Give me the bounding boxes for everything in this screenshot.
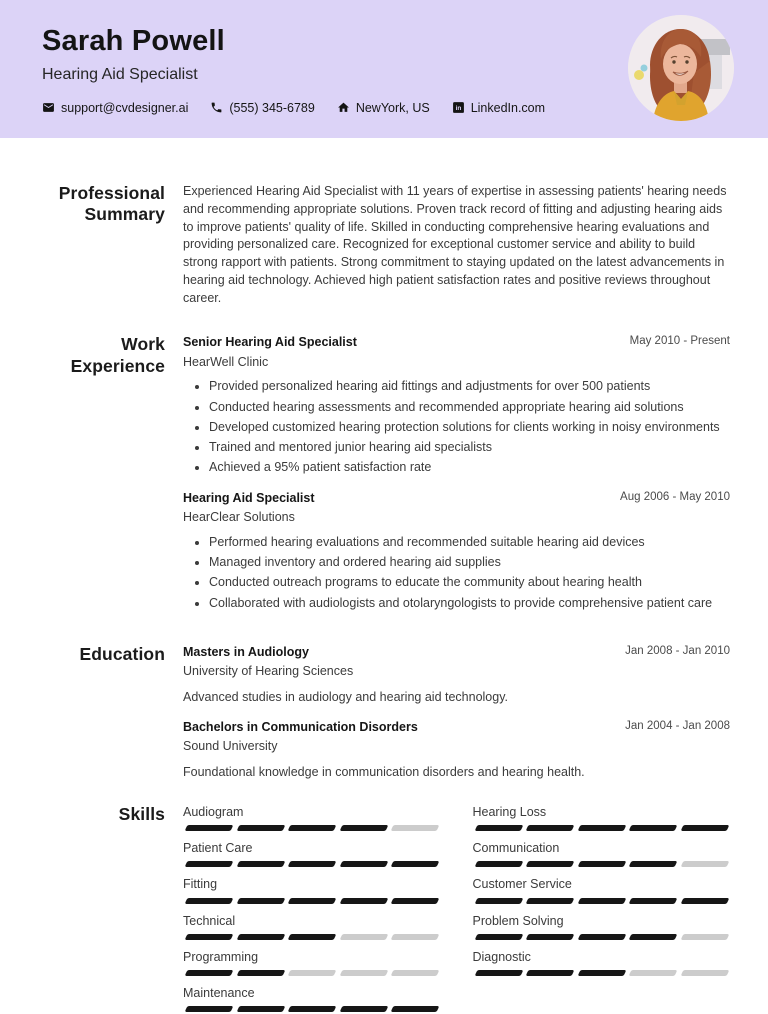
contact-phone-text: (555) 345-6789: [229, 100, 315, 115]
skill-bar-segment: [236, 970, 284, 976]
skill-bar-segment: [680, 861, 728, 867]
skill-level-bar: [473, 825, 731, 831]
job-bullet-list: [183, 534, 730, 612]
degree-title: Masters in Audiology: [183, 644, 309, 659]
skill-level-bar: [183, 1006, 441, 1012]
skill-bar-segment: [629, 898, 677, 904]
job-entry: [183, 334, 730, 476]
skill-level-bar: [473, 934, 731, 940]
skill-bar-segment: [391, 861, 439, 867]
svg-text:in: in: [455, 105, 462, 113]
skill-item: [183, 804, 441, 831]
skill-bar-segment: [680, 934, 728, 940]
skill-bar-segment: [474, 970, 522, 976]
job-title-text: Hearing Aid Specialist: [183, 490, 315, 505]
email-icon: [42, 101, 55, 114]
skill-name: Audiogram: [183, 804, 244, 819]
job-company: HearWell Clinic: [183, 354, 269, 369]
skill-name: Diagnostic: [472, 949, 531, 964]
contact-phone[interactable]: [210, 101, 314, 115]
skill-bar-segment: [288, 861, 336, 867]
skill-name: Problem Solving: [472, 913, 564, 928]
skill-bar-segment: [577, 825, 625, 831]
job-bullet: • Developed customized hearing protection solutions for clients working in noisy environments: [209, 419, 730, 436]
section-label-line: Education: [79, 643, 165, 664]
home-icon: [337, 101, 350, 114]
skill-bar-segment: [474, 898, 522, 904]
skill-bar-segment: [236, 825, 284, 831]
school-name: University of Hearing Sciences: [183, 664, 354, 678]
section-education: [0, 644, 730, 781]
section-label-line: Skills: [118, 803, 165, 824]
skill-item: [473, 913, 731, 940]
skill-bar-segment: [339, 1006, 387, 1012]
skill-bar-segment: [577, 861, 625, 867]
person-job-title: Hearing Aid Specialist: [42, 65, 198, 83]
skill-name: Hearing Loss: [472, 804, 547, 819]
section-label-skills: [0, 804, 165, 1014]
education-dates: Jan 2004 - Jan 2008: [625, 719, 730, 732]
skills-column-right: [473, 804, 731, 1014]
skill-bar-segment: [629, 934, 677, 940]
skill-bar-segment: [185, 1006, 233, 1012]
skill-bar-segment: [288, 898, 336, 904]
education-description: Advanced studies in audiology and hearing aid technology.: [183, 689, 508, 704]
job-bullet: • Conducted hearing assessments and recommended appropriate hearing aid solutions: [209, 399, 730, 416]
skill-bar-segment: [185, 970, 233, 976]
skill-bar-segment: [680, 970, 728, 976]
contact-email[interactable]: [42, 101, 188, 115]
job-bullet: • Conducted outreach programs to educate the community about hearing health: [209, 574, 730, 591]
skill-item: [473, 876, 731, 903]
skill-level-bar: [183, 825, 441, 831]
skill-item: [183, 949, 441, 976]
section-label-line: Experience: [70, 355, 165, 376]
skill-bar-segment: [526, 861, 574, 867]
skill-level-bar: [183, 861, 441, 867]
skill-name: Customer Service: [472, 877, 572, 892]
avatar-portrait-illustration: [628, 15, 734, 121]
skill-bar-segment: [288, 1006, 336, 1012]
skill-bar-segment: [526, 898, 574, 904]
skill-level-bar: [183, 934, 441, 940]
skill-item: [473, 804, 731, 831]
skill-bar-segment: [339, 825, 387, 831]
resume-body: [0, 138, 768, 1014]
skill-bar-segment: [680, 898, 728, 904]
skill-bar-segment: [236, 934, 284, 940]
skill-item: [473, 949, 731, 976]
contact-linkedin-text: LinkedIn.com: [470, 100, 546, 115]
skill-bar-segment: [236, 1006, 284, 1012]
linkedin-icon: [452, 101, 465, 114]
section-label-professional-summary: [0, 183, 165, 307]
school-name: Sound University: [183, 739, 278, 753]
job-dates: Aug 2006 - May 2010: [620, 490, 730, 503]
skill-bar-segment: [629, 861, 677, 867]
skill-bar-segment: [526, 970, 574, 976]
skills-grid: [183, 804, 730, 1014]
skill-bar-segment: [629, 970, 677, 976]
skill-bar-segment: [288, 825, 336, 831]
skill-name: Fitting: [183, 877, 218, 892]
resume-header: [0, 0, 768, 138]
person-name: Sarah Powell: [42, 25, 225, 57]
phone-icon: [210, 101, 223, 114]
skill-bar-segment: [339, 970, 387, 976]
skill-item: [183, 913, 441, 940]
section-label-line: Work: [121, 334, 165, 355]
education-description: Foundational knowledge in communication disorders and hearing health.: [183, 764, 585, 779]
skill-bar-segment: [185, 861, 233, 867]
skill-bar-segment: [526, 825, 574, 831]
skill-level-bar: [473, 861, 731, 867]
education-entry: [183, 644, 730, 706]
job-company: HearClear Solutions: [183, 509, 295, 524]
contact-linkedin[interactable]: [452, 101, 545, 115]
skill-bar-segment: [339, 861, 387, 867]
contact-location-text: NewYork, US: [355, 100, 430, 115]
education-entry: [183, 719, 730, 781]
job-bullet: • Provided personalized hearing aid fittings and adjustments for over 500 patients: [209, 378, 730, 395]
skill-bar-segment: [236, 861, 284, 867]
job-bullet: • Achieved a 95% patient satisfaction rate: [209, 459, 730, 476]
skill-bar-segment: [474, 861, 522, 867]
skill-bar-segment: [391, 970, 439, 976]
avatar: [628, 15, 734, 121]
skill-item: [183, 876, 441, 903]
education-dates: Jan 2008 - Jan 2010: [625, 644, 730, 657]
contact-location[interactable]: [337, 101, 430, 115]
section-label-education: [0, 644, 165, 781]
skill-bar-segment: [577, 970, 625, 976]
section-label-line: Professional: [58, 183, 165, 203]
section-label-work-experience: [0, 334, 165, 615]
skill-level-bar: [183, 970, 441, 976]
skill-name: Patient Care: [183, 841, 253, 855]
skill-bar-segment: [629, 825, 677, 831]
skills-column-left: [183, 804, 441, 1014]
skill-bar-segment: [288, 970, 336, 976]
job-bullet: • Collaborated with audiologists and otolaryngologists to provide comprehensive patient care: [209, 595, 730, 612]
section-work-experience: [0, 334, 730, 615]
skill-item: [473, 840, 731, 867]
summary-paragraph: Experienced Hearing Aid Specialist with 11 years of expertise in assessing patients' hearing needs and recommending appropriate solutions. Proven track record of fitting and adjusting hearing aids to improve patients' quality of life. Skilled in conducting comprehensive hearing evaluations and providing personalized care. Recognized for exceptional customer service and ability to build strong rapport with patients. Strong commitment to staying updated on the latest advancements in hearing aid technology. Achieved high patient satisfaction rates and positive reviews throughout career.: [183, 184, 727, 305]
contact-email-text: support@cvdesigner.ai: [61, 100, 189, 115]
skill-bar-segment: [391, 934, 439, 940]
skill-bar-segment: [339, 898, 387, 904]
section-skills: [0, 804, 730, 1014]
skill-name: Maintenance: [183, 986, 255, 1000]
skill-name: Communication: [472, 841, 560, 855]
degree-title: Bachelors in Communication Disorders: [183, 719, 418, 734]
skill-item: [183, 840, 441, 867]
skill-bar-segment: [185, 898, 233, 904]
skill-bar-segment: [474, 825, 522, 831]
job-bullet: • Performed hearing evaluations and recommended suitable hearing aid devices: [209, 534, 730, 551]
skill-bar-segment: [680, 825, 728, 831]
skill-bar-segment: [185, 934, 233, 940]
skill-bar-segment: [236, 898, 284, 904]
job-bullet: • Trained and mentored junior hearing aid specialists: [209, 439, 730, 456]
skill-name: Technical: [183, 913, 236, 928]
job-title-text: Senior Hearing Aid Specialist: [183, 335, 357, 350]
skill-bar-segment: [391, 1006, 439, 1012]
skill-bar-segment: [474, 934, 522, 940]
job-bullet: • Managed inventory and ordered hearing aid supplies: [209, 554, 730, 571]
skill-bar-segment: [339, 934, 387, 940]
skill-name: Programming: [183, 949, 259, 964]
skill-bar-segment: [577, 934, 625, 940]
skill-bar-segment: [391, 825, 439, 831]
skill-bar-segment: [288, 934, 336, 940]
skill-item: [183, 985, 441, 1012]
job-dates: May 2010 - Present: [629, 335, 730, 348]
skill-bar-segment: [577, 898, 625, 904]
job-bullet-list: [183, 378, 730, 476]
job-entry: [183, 490, 730, 612]
skill-bar-segment: [391, 898, 439, 904]
section-professional-summary: [0, 183, 730, 307]
skill-bar-segment: [185, 825, 233, 831]
skill-level-bar: [473, 898, 731, 904]
section-label-line: Summary: [84, 204, 165, 225]
skill-level-bar: [183, 898, 441, 904]
skill-level-bar: [473, 970, 731, 976]
skill-bar-segment: [526, 934, 574, 940]
